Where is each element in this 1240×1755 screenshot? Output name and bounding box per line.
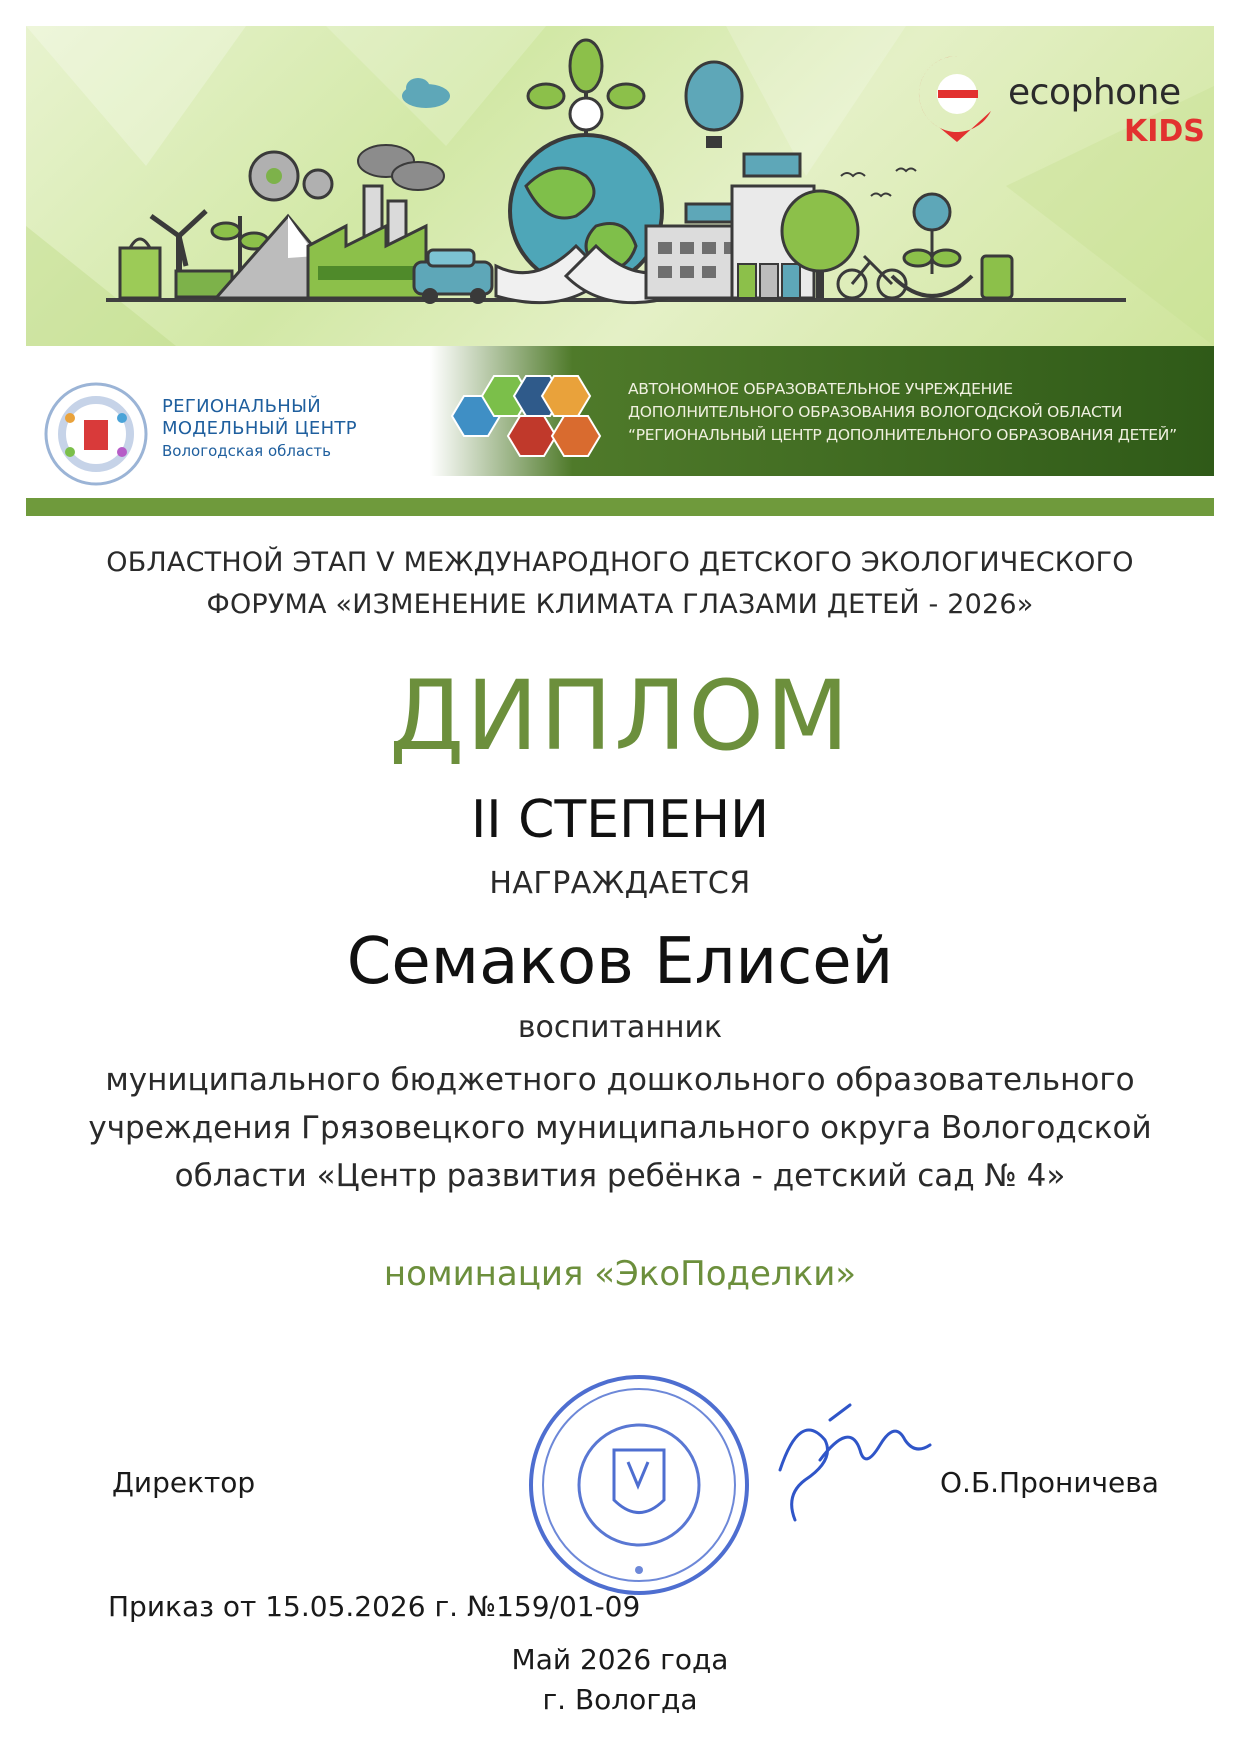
event-line1: ОБЛАСТНОЙ ЭТАП V МЕЖДУНАРОДНОГО ДЕТСКОГО ЭКОЛОГИЧЕСКОГО [106, 547, 1134, 578]
recipient-name: Семаков Елисей [346, 925, 894, 999]
issue-place: г. Вологда [542, 1683, 698, 1716]
nomination: номинация «ЭкоПоделки» [383, 1254, 857, 1294]
diploma-title: ДИПЛОМ [389, 660, 851, 772]
org-line2: ДОПОЛНИТЕЛЬНОГО ОБРАЗОВАНИЯ ВОЛОГОДСКОЙ ОБЛАСТИ [628, 403, 1123, 421]
header-banner [26, 26, 1214, 346]
ecophone-e-logo-icon [912, 50, 1002, 150]
issue-date-place [0, 1640, 1240, 1720]
rmc-line2: МОДЕЛЬНЫЙ ЦЕНТР [162, 418, 357, 439]
event-line2: ФОРУМА «ИЗМЕНЕНИЕ КЛИМАТА ГЛАЗАМИ ДЕТЕЙ - 2026» [206, 589, 1034, 620]
org-line1: АВТОНОМНОЕ ОБРАЗОВАТЕЛЬНОЕ УЧРЕЖДЕНИЕ [628, 380, 1013, 398]
director-name: О.Б.Проничева [940, 1466, 1159, 1499]
order-reference: Приказ от 15.05.2026 г. №159/01-09 [108, 1590, 641, 1623]
official-stamp-icon [524, 1370, 754, 1600]
gear-icon [250, 152, 332, 200]
ecophone-kids-logo [912, 50, 1212, 160]
institution-name [30, 1056, 1210, 1200]
director-signature-icon [760, 1400, 940, 1530]
brand-sub: KIDS [1124, 114, 1205, 149]
brand-word: ecophone [1008, 72, 1181, 113]
institution-line1: муниципального бюджетного дошкольного образовательного [105, 1062, 1135, 1098]
regional-model-center-text [162, 396, 402, 462]
awarded-label: НАГРАЖДАЕТСЯ [489, 866, 751, 901]
activity-hexagons-icon [432, 370, 622, 462]
organization-name [628, 378, 1208, 447]
recycle-bag-icon [120, 239, 160, 298]
org-line3: “РЕГИОНАЛЬНЫЙ ЦЕНТР ДОПОЛНИТЕЛЬНОГО ОБРАЗОВАНИЯ ДЕТЕЙ” [628, 426, 1177, 444]
canister-icon [982, 256, 1012, 298]
strip-divider [26, 498, 1214, 516]
recipient-role: воспитанник [517, 1010, 723, 1045]
rmc-line3: Вологодская область [162, 442, 331, 460]
flower-hands-icon [892, 194, 972, 296]
rmc-line1: РЕГИОНАЛЬНЫЙ [162, 396, 322, 417]
institution-line2: учреждения Грязовецкого муниципального округа Вологодской [88, 1110, 1152, 1146]
lightbulb-plant-icon [528, 40, 644, 134]
institution-line3: области «Центр развития ребёнка - детский сад № 4» [174, 1158, 1066, 1194]
event-title [60, 542, 1180, 626]
regional-model-center-emblem-icon [40, 378, 152, 490]
hot-air-balloon-icon [686, 62, 742, 148]
issue-date: Май 2026 года [511, 1643, 729, 1676]
diploma-degree: II СТЕПЕНИ [470, 790, 770, 850]
recycle-bins-icon [738, 264, 800, 298]
birds-icon [841, 169, 916, 197]
director-label: Директор [112, 1466, 256, 1499]
